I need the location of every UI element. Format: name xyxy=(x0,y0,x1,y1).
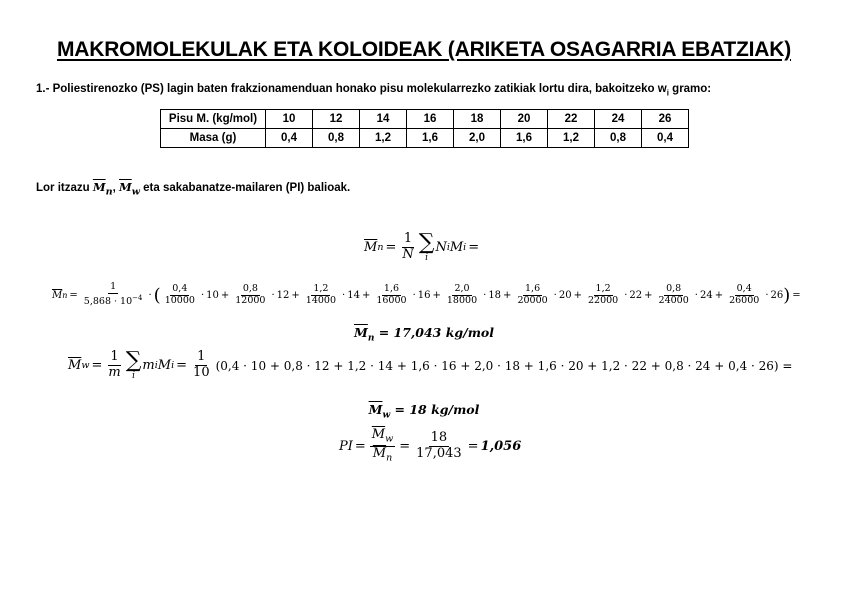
table-cell: 0,4 xyxy=(642,129,689,148)
eq2-term-num: 0,8 xyxy=(242,282,258,294)
eq2-term-fraction xyxy=(657,284,691,307)
question-main: 1.- Poliestirenozko (PS) lagin baten frakzionamenduan honako pisu molekularrezko zatikiak lortu dira, bakoitzeko w xyxy=(36,83,667,95)
eq2-prefactor-num: 1 xyxy=(110,281,117,292)
table-cell: 16 xyxy=(407,110,454,129)
eq2-term-fraction xyxy=(727,284,761,307)
eq2-term-mass: 14 xyxy=(347,289,360,301)
eq2-term-mass: 24 xyxy=(699,289,713,301)
eq3-lhs: $\overline{M}$ xyxy=(68,358,82,373)
pi-values xyxy=(414,431,464,462)
eq2-term-den: 24000 xyxy=(658,294,689,306)
eq1-fraction xyxy=(400,232,415,263)
eq3-fraction xyxy=(106,350,122,381)
eq2-term-fraction xyxy=(233,284,267,307)
table-cell: 22 xyxy=(548,110,595,129)
table-cell: 1,2 xyxy=(548,129,595,148)
eq2-term-den: 16000 xyxy=(376,294,407,306)
eq2-term-den: 20000 xyxy=(517,294,548,306)
eq3-expression: (0,4 · 10 + 0,8 · 12 + 1,2 · 14 + 1,6 · 16 + 2,0 · 18 + 1,6 · 20 + 1,2 · 22 + 0,8 · 24 + 0,4 · 26) = xyxy=(215,358,793,373)
pi-symbol: PI xyxy=(339,438,353,454)
eq2-term-num: 0,8 xyxy=(666,282,682,294)
table-cell: 1,6 xyxy=(501,129,548,148)
res1-sub: n xyxy=(367,333,375,344)
pi-ratio-num-sub: w xyxy=(385,433,394,445)
eq2-term-mass: 10 xyxy=(206,289,219,301)
eq3-num: 1 xyxy=(110,349,119,365)
table-cell: 12 xyxy=(313,110,360,129)
eq2-term-num: 1,6 xyxy=(525,282,541,294)
eq1-lhs-sub: n xyxy=(377,242,384,253)
pi-values-den: 17,043 xyxy=(416,445,462,461)
eq3-term-mm: M xyxy=(157,358,172,373)
eq1-term-n: N xyxy=(435,240,447,255)
eq2-lhs-sub: n xyxy=(62,290,68,300)
eq2-term-num: 1,2 xyxy=(595,282,611,294)
eq1-num: 1 xyxy=(403,231,413,247)
table-cell: 0,4 xyxy=(266,129,313,148)
table-row-label: Pisu M. (kg/mol) xyxy=(161,110,266,129)
eq2-term-den: 26000 xyxy=(729,294,760,306)
table-cell: 1,2 xyxy=(360,129,407,148)
mn-definition: $\overline{M}$ n = $\frac{1}{N}$ ∑ i N i M i = xyxy=(364,230,480,263)
eq1-term-m: M xyxy=(449,240,464,255)
pi-ratio xyxy=(370,428,395,464)
eq3-term-mm-sub: i xyxy=(171,360,175,371)
table-row-label: Masa (g) xyxy=(161,129,266,148)
eq2-term-mass: 26 xyxy=(770,289,784,301)
mw-symbol: $\overline{M}$ xyxy=(118,180,132,194)
eq2-prefactor-exp: −4 xyxy=(132,293,143,302)
mn-subscript: n xyxy=(105,186,113,198)
pi-ratio-num: $\overline{M}$ xyxy=(371,427,386,442)
sum-symbol: ∑ i xyxy=(418,230,435,263)
res1-lhs: $\overline{M}$ xyxy=(353,325,368,340)
res2-sub: w xyxy=(382,410,391,421)
eq2-term-fraction xyxy=(445,284,479,307)
eq1-term-n-sub: i xyxy=(446,242,450,253)
eq2-term-den: 12000 xyxy=(235,294,266,306)
data-table xyxy=(160,109,689,148)
task-prompt: Lor itzazu $\overline{M}_n$, $\overline{M}_w$ eta sakabanatze-mailaren (PI) balioak. xyxy=(36,180,351,198)
eq2-term-mass: 18 xyxy=(488,289,502,301)
eq2-term-den: 18000 xyxy=(446,294,478,306)
pi-ratio-den-sub: n xyxy=(386,452,393,464)
table-cell: 2,0 xyxy=(454,129,501,148)
eq2-term-fraction xyxy=(586,284,620,307)
eq3-term-m-sub: i xyxy=(154,360,158,371)
eq2-term-fraction xyxy=(374,284,408,307)
eq2-term-fraction xyxy=(163,284,197,307)
pi-values-num: 18 xyxy=(430,429,448,445)
table-cell: 26 xyxy=(642,110,689,129)
mw-subscript: w xyxy=(131,186,140,198)
eq2-term-num: 0,4 xyxy=(736,282,752,294)
eq3-den2: 10 xyxy=(193,365,210,380)
eq2-prefactor-den: 5,868 · 10 xyxy=(83,296,133,308)
page-title: MAKROMOLEKULAK ETA KOLOIDEAK (ARIKETA OSAGARRIA EBATZIAK) xyxy=(56,38,792,61)
sum-index: i xyxy=(425,253,429,263)
question-subscript: i xyxy=(666,88,669,98)
eq2-term-num: 1,6 xyxy=(383,282,400,294)
question-text xyxy=(36,83,711,97)
eq2-term-fraction xyxy=(304,284,338,307)
eq3-den: m xyxy=(108,365,121,380)
res2-lhs: $\overline{M}$ xyxy=(368,402,383,417)
eq2-term-fraction xyxy=(515,284,549,307)
pi-ratio-den: $\overline{M}$ xyxy=(372,445,387,461)
eq3-lhs-sub: w xyxy=(81,360,90,371)
eq2-term-num: 1,2 xyxy=(313,282,329,294)
eq1-term-m-sub: i xyxy=(463,242,467,253)
mn-expansion: $\overline{M}$ n = $\frac{1}{5,868 \cdot 10^{-4}}$ · ( $\frac{0,4}{10000}$ · 10 + $\frac{0,8}{12000}$ · 12 + $\frac{1,2}{14000}$ · 14 + $\frac{1,6}{16000}$ · 16 + $\frac{2,0}{18000}$ · 18 + $\frac{1,6}{20000}$ · 20 + $\frac{1,2}{22000}$ · 22 + $\frac{0,8}{24000}$ · 24 + $\frac{0,4}{26000}$ · 26 ) = xyxy=(52,281,801,308)
table-cell: 0,8 xyxy=(595,129,642,148)
table-cell: 24 xyxy=(595,110,642,129)
eq2-terms: $\frac{0,4}{10000}$ · 10 + $\frac{0,8}{12000}$ · 12 + $\frac{1,2}{14000}$ · 14 + $\frac{1,6}{16000}$ · 16 + $\frac{2,0}{18000}$ · 18 + $\frac{1,6}{20000}$ · 20 + $\frac{1,2}{22000}$ · 22 + $\frac{0,8}{24000}$ · 24 + $\frac{0,4}{26000}$ · 26 xyxy=(164,282,784,306)
res2-value: = 18 kg/mol xyxy=(390,402,480,417)
eq2-term-mass: 20 xyxy=(558,289,572,301)
sum-symbol: ∑ i xyxy=(125,348,142,381)
table-cell: 0,8 xyxy=(313,129,360,148)
eq2-term-mass: 22 xyxy=(629,289,643,301)
mw-result xyxy=(0,402,848,421)
eq3-num2: 1 xyxy=(197,349,206,365)
pi-result: 1,056 xyxy=(480,438,522,454)
table-cell: 1,6 xyxy=(407,129,454,148)
eq2-term-den: 22000 xyxy=(587,294,619,306)
table-cell: 14 xyxy=(360,110,407,129)
mn-result xyxy=(0,325,848,344)
prompt-pre: Lor itzazu xyxy=(36,182,93,194)
table-row xyxy=(161,129,689,148)
eq2-term-den: 14000 xyxy=(305,294,337,306)
eq2-term-num: 2,0 xyxy=(454,282,470,294)
table-cell: 18 xyxy=(454,110,501,129)
table-cell: 20 xyxy=(501,110,548,129)
eq1-lhs: $\overline{M}$ xyxy=(364,240,378,255)
mw-equation: $\overline{M}$ w = $\frac{1}{m}$ ∑ i m i M i = $\frac{1}{10}$ (0,4 · 10 + 0,8 · 12 + 1,2 · 14 + 1,6 · 16 + 2,0 · 18 + 1,6 · 20 + 1,2 · 22 + 0,8 · 24 + 0,4 · 26) = xyxy=(68,348,793,381)
pi-equation: PI = $\frac{\overline{M}_w}{\overline{M}_n}$ = $\frac{18}{17,043}$ = 1,056 xyxy=(339,427,522,464)
eq2-prefactor xyxy=(82,282,145,308)
table-cell: 10 xyxy=(266,110,313,129)
eq2-term-mass: 12 xyxy=(276,289,290,301)
eq1-den: N xyxy=(402,247,414,262)
eq3-fraction2 xyxy=(191,350,212,381)
eq3-term-m: m xyxy=(142,358,155,373)
eq2-lhs: $\overline{M}$ xyxy=(52,289,63,301)
eq2-term-mass: 16 xyxy=(417,289,431,301)
mn-symbol: $\overline{M}$ xyxy=(92,180,106,194)
res1-value: = 17,043 kg/mol xyxy=(374,325,495,340)
question-suffix: gramo: xyxy=(668,83,712,95)
table-row xyxy=(161,110,689,129)
sum-index: i xyxy=(132,371,135,381)
eq2-term-den: 10000 xyxy=(164,294,195,306)
prompt-post: eta sakabanatze-mailaren (PI) balioak. xyxy=(139,182,351,194)
eq2-term-num: 0,4 xyxy=(172,282,188,294)
